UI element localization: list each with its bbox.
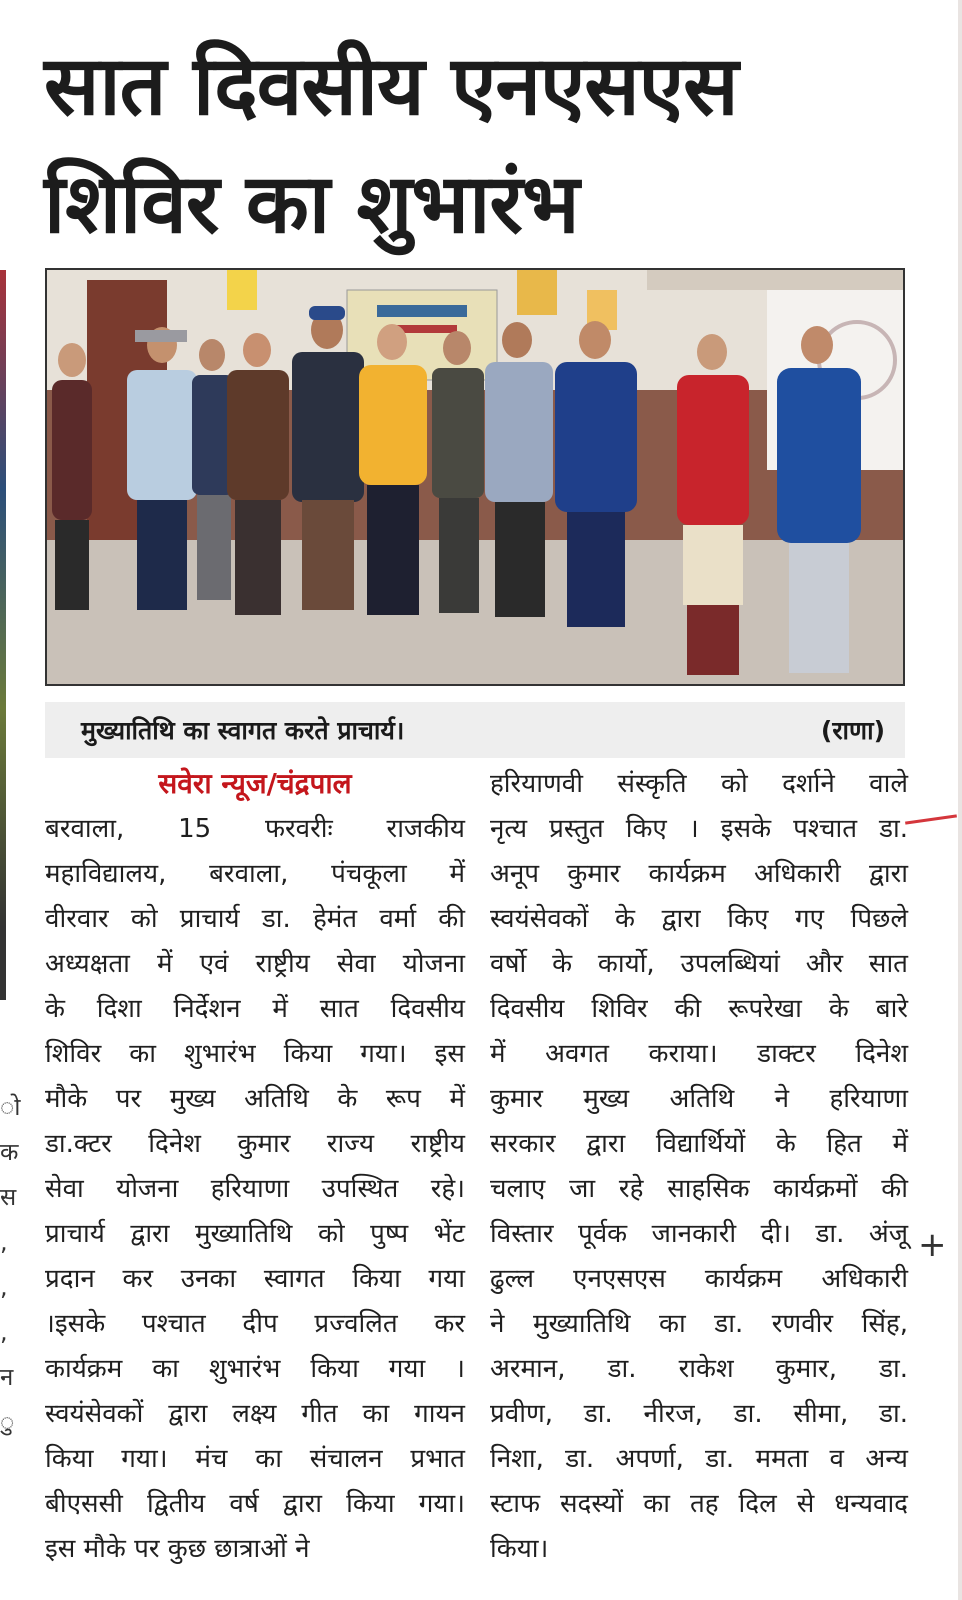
article-line: अनूप कुमार कार्यक्रम अधिकारी द्वारा bbox=[490, 859, 908, 889]
article-line: अरमान, डा. राकेश कुमार, डा. bbox=[490, 1354, 908, 1384]
article-line: प्राचार्य द्वारा मुख्यातिथि को पुष्प भेंट bbox=[45, 1219, 465, 1249]
group-photo-illustration bbox=[47, 270, 903, 684]
article-column-1 bbox=[45, 807, 465, 1572]
article-line: कुमार मुख्य अतिथि ने हरियाणा bbox=[490, 1084, 908, 1114]
fragment-char: , bbox=[0, 1273, 8, 1301]
fragment-char: , bbox=[0, 1228, 8, 1256]
article-line: स्टाफ सदस्यों का तह दिल से धन्यवाद bbox=[490, 1489, 908, 1519]
article-line: सरकार द्वारा विद्यार्थियों के हित में bbox=[490, 1129, 908, 1159]
article-line: डा.क्टर दिनेश कुमार राज्य राष्ट्रीय bbox=[45, 1129, 465, 1159]
article-line: सेवा योजना हरियाणा उपस्थित रहे। bbox=[45, 1174, 465, 1204]
fragment-char: स bbox=[0, 1183, 17, 1211]
fragment-char: ु bbox=[0, 1408, 15, 1436]
article-line: चलाए जा रहे साहसिक कार्यक्रमों की bbox=[490, 1174, 908, 1204]
article-line: शिविर का शुभारंभ किया गया। इस bbox=[45, 1039, 465, 1069]
byline: सवेरा न्यूज/चंद्रपाल bbox=[158, 767, 352, 800]
article-line: विस्तार पूर्वक जानकारी दी। डा. अंजू bbox=[490, 1219, 908, 1249]
article-line: दिवसीय शिविर की रूपरेखा के बारे bbox=[490, 994, 908, 1024]
fragment-char: ो bbox=[0, 1093, 21, 1121]
article-column-2 bbox=[490, 762, 908, 1572]
article-line: प्रवीण, डा. नीरज, डा. सीमा, डा. bbox=[490, 1399, 908, 1429]
fragment-char: क bbox=[0, 1138, 19, 1166]
article-line: बीएससी द्वितीय वर्ष द्वारा किया गया। bbox=[45, 1489, 465, 1519]
adjacent-column-fragments bbox=[0, 1085, 21, 1445]
pen-mark bbox=[905, 814, 957, 824]
article-line: बरवाला, 15 फरवरीः राजकीय bbox=[45, 814, 465, 844]
adjacent-article-photo-strip bbox=[0, 270, 6, 1000]
photo-credit: (राणा) bbox=[820, 716, 885, 745]
article-line: ने मुख्यातिथि का डा. रणवीर सिंह, bbox=[490, 1309, 908, 1339]
article-line: में अवगत कराया। डाक्टर दिनेश bbox=[490, 1039, 908, 1069]
article-line: के दिशा निर्देशन में सात दिवसीय bbox=[45, 994, 465, 1024]
article-line: स्वयंसेवकों के द्वारा किए गए पिछले bbox=[490, 904, 908, 934]
article-line: नृत्य प्रस्तुत किए । इसके पश्चात डा. bbox=[490, 814, 908, 844]
article-line: किया। bbox=[490, 1534, 549, 1564]
fragment-char: न bbox=[0, 1363, 14, 1391]
article-line: इस मौके पर कुछ छात्राओं ने bbox=[45, 1534, 310, 1564]
article-line: मौके पर मुख्य अतिथि के रूप में bbox=[45, 1084, 465, 1114]
article-line: वर्षो के कार्यो, उपलब्धियां और सात bbox=[490, 949, 908, 979]
news-photo bbox=[45, 268, 905, 686]
article-line: किया गया। मंच का संचालन प्रभात bbox=[45, 1444, 465, 1474]
fragment-char: , bbox=[0, 1318, 8, 1346]
headline-line-1: सात दिवसीय एनएसएस bbox=[44, 39, 738, 134]
article-line: कार्यक्रम का शुभारंभ किया गया । bbox=[45, 1354, 465, 1384]
margin-plus-mark: + bbox=[918, 1225, 947, 1265]
article-line: अध्यक्षता में एवं राष्ट्रीय सेवा योजना bbox=[45, 949, 465, 979]
article-line: ।इसके पश्चात दीप प्रज्वलित कर bbox=[45, 1309, 465, 1339]
article-line: प्रदान कर उनका स्वागत किया गया bbox=[45, 1264, 465, 1294]
photo-caption-bar bbox=[45, 702, 905, 758]
article-line: वीरवार को प्राचार्य डा. हेमंत वर्मा की bbox=[45, 904, 465, 934]
article-line: महाविद्यालय, बरवाला, पंचकूला में bbox=[45, 859, 465, 889]
headline-line-2: शिविर का शुभारंभ bbox=[44, 157, 579, 252]
photo-caption: मुख्यातिथि का स्वागत करते प्राचार्य। bbox=[81, 716, 405, 745]
headline bbox=[44, 28, 924, 264]
page-edge bbox=[958, 0, 962, 1600]
article-line: हरियाणवी संस्कृति को दर्शाने वाले bbox=[490, 769, 908, 799]
article-line: ढुल्ल एनएसएस कार्यक्रम अधिकारी bbox=[490, 1264, 908, 1294]
article-line: निशा, डा. अपर्णा, डा. ममता व अन्य bbox=[490, 1444, 908, 1474]
article-line: स्वयंसेवकों द्वारा लक्ष्य गीत का गायन bbox=[45, 1399, 465, 1429]
